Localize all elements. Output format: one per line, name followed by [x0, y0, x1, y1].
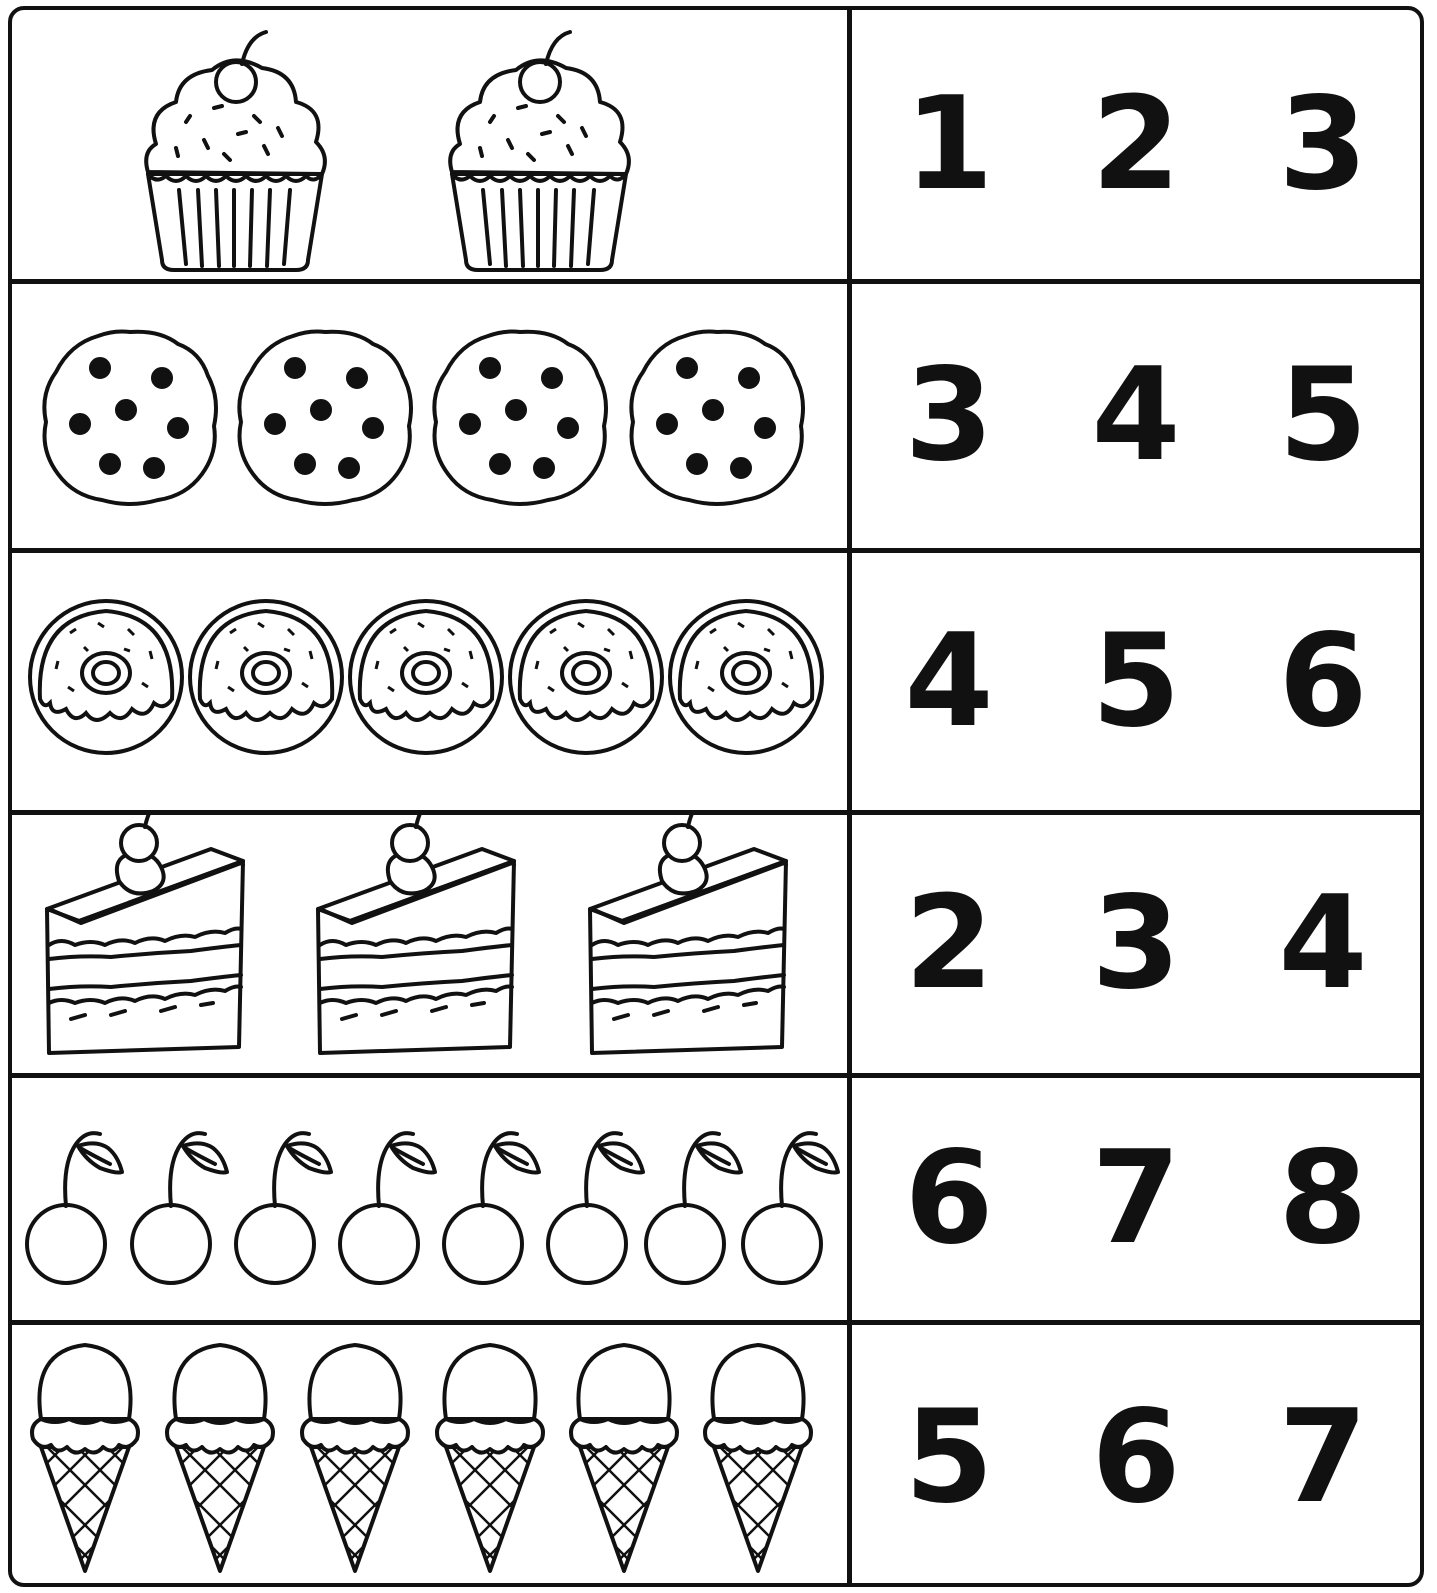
answer-option[interactable]: 3	[1091, 869, 1181, 1018]
answer-option[interactable]: 5	[1091, 606, 1181, 756]
ice-cream-icon	[698, 1345, 818, 1575]
picture-cell	[12, 815, 851, 1073]
picture-cell	[12, 553, 851, 810]
donut-icon	[30, 601, 182, 753]
cookie-icon	[239, 332, 411, 505]
answer-option[interactable]: 6	[1091, 1383, 1181, 1532]
cherry-icon	[132, 1133, 227, 1283]
cupcake-icon	[146, 32, 325, 270]
ice-cream-icon	[160, 1345, 280, 1575]
cherry-icon	[340, 1133, 435, 1283]
answer-choices	[853, 553, 1420, 810]
answer-option[interactable]: 6	[904, 1124, 994, 1273]
answer-option[interactable]: 7	[1278, 1383, 1368, 1532]
cake-slice-icon	[590, 815, 786, 1053]
ice-cream-icon	[25, 1345, 145, 1575]
picture-cell	[12, 284, 851, 548]
picture-cell	[12, 10, 851, 279]
answer-option[interactable]: 3	[1278, 69, 1368, 219]
answer-option[interactable]: 5	[904, 1383, 994, 1532]
ice-cream-icon	[295, 1345, 415, 1575]
cherry-icon	[236, 1133, 331, 1283]
answer-option[interactable]: 3	[904, 341, 994, 490]
answer-option[interactable]: 2	[1091, 69, 1181, 219]
answer-choices	[853, 1325, 1420, 1587]
cookie-icon	[434, 332, 606, 505]
answer-option[interactable]: 6	[1278, 606, 1368, 756]
donut-icon	[510, 601, 662, 753]
cookie-icon	[44, 332, 216, 505]
worksheet-row-cherries	[12, 1078, 1420, 1320]
answer-option[interactable]: 1	[904, 69, 994, 219]
cherry-icon	[743, 1133, 838, 1283]
answer-option[interactable]: 8	[1278, 1124, 1368, 1273]
cupcake-icon	[450, 32, 629, 270]
picture-cell	[12, 1078, 851, 1320]
donut-icon	[350, 601, 502, 753]
answer-option[interactable]: 4	[1278, 869, 1368, 1018]
answer-option[interactable]: 7	[1091, 1124, 1181, 1273]
donut-icon	[190, 601, 342, 753]
cherry-icon	[27, 1133, 122, 1283]
cake-slice-icon	[318, 815, 514, 1053]
answer-option[interactable]: 4	[1091, 341, 1181, 490]
worksheet-row-cupcakes	[12, 10, 1420, 279]
cherry-icon	[444, 1133, 539, 1283]
answer-option[interactable]: 2	[904, 869, 994, 1018]
worksheet-row-donuts	[12, 553, 1420, 810]
cake-slice-icon	[47, 815, 243, 1053]
ice-cream-icon	[430, 1345, 550, 1575]
answer-choices	[853, 1078, 1420, 1320]
worksheet-row-ice-creams	[12, 1325, 1420, 1587]
donut-icon	[670, 601, 822, 753]
cookie-icon	[631, 332, 803, 505]
worksheet-row-cookies	[12, 284, 1420, 548]
answer-choices	[853, 815, 1420, 1073]
counting-worksheet	[8, 6, 1424, 1587]
answer-choices	[853, 284, 1420, 548]
worksheet-row-cake-slices	[12, 815, 1420, 1073]
answer-choices	[853, 10, 1420, 279]
answer-option[interactable]: 5	[1278, 341, 1368, 490]
ice-cream-icon	[564, 1345, 684, 1575]
cherry-icon	[548, 1133, 643, 1283]
answer-option[interactable]: 4	[904, 606, 994, 756]
cherry-icon	[646, 1133, 741, 1283]
picture-cell	[12, 1325, 851, 1587]
